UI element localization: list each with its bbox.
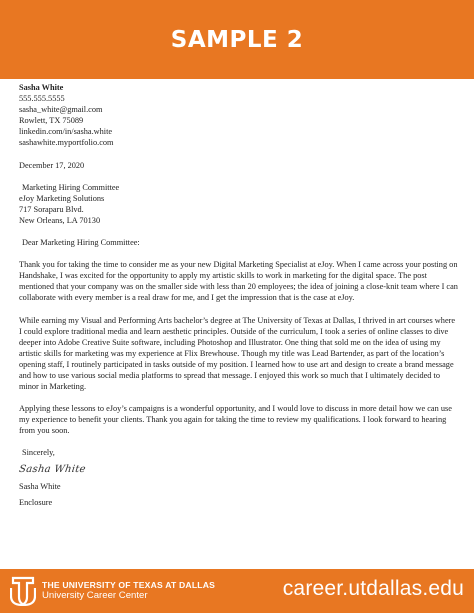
recipient-line-2: eJoy Marketing Solutions — [19, 193, 105, 203]
sender-portfolio: sashawhite.myportfolio.com — [19, 138, 114, 148]
sample-title: SAMPLE 2 — [170, 26, 304, 53]
footer-website-link[interactable]: career.utdallas.edu — [282, 577, 464, 600]
body-paragraph-1: Thank you for taking the time to consider me as your new Digital Marketing Specialist at eJoy. When I came across your posting on Handshake, I was excited for the opportunity to apply my artistic skills to work in marketing for the digital space. The post mentioned that your company was on the smaller side with less than 20 employees; the idea of joining a close-knit team where I can collaborate with every member is a real draw for me, and I get the impression that is the case at eJoy. — [19, 260, 458, 303]
enclosure-note: Enclosure — [19, 497, 53, 507]
sender-linkedin: linkedin.com/in/sasha.white — [19, 127, 113, 137]
footer-institution — [42, 580, 215, 602]
salutation: Dear Marketing Hiring Committee: — [22, 238, 140, 248]
sender-name: Sasha White — [19, 83, 64, 92]
footer-center: University Career Center — [42, 590, 148, 601]
footer-bar — [0, 569, 474, 613]
body-paragraph-3: Applying these lessons to eJoy’s campaigns is a wonderful opportunity, and I would love to discuss in more detail how we can use my experience to benefit your clients. Thank you again for taking the time to review my qualifications. I look forward to hearing from you soon. — [19, 404, 452, 436]
recipient-line-4: New Orleans, LA 70130 — [19, 215, 101, 225]
signer-name: Sasha White — [19, 481, 61, 491]
letter-date: December 17, 2020 — [19, 160, 85, 170]
header-banner — [0, 0, 474, 79]
footer-university: THE UNIVERSITY OF TEXAS AT DALLAS — [42, 580, 216, 590]
body-paragraph-2: While earning my Visual and Performing Arts bachelor’s degree at The University of Texas at Dallas, I thrived in art courses where I could explore traditional media and learn aesthetic principles. Outside of the curriculum, I took a series of online classes to dive deeper into Adobe Creative Suite software, including Photoshop and Illustrator. One thing that sold me on the idea of using my artistic skills for marketing was my experience at Flix Brewhouse. Though my title was Lead Bartender, as part of the location’s opening staff, I routinely participated in tasks outside of my position. I learned how to use art and design to create a brand message and how to use various social media platforms to spread that message. I enjoyed this work so much that I ultimately decided to minor in Marketing. — [19, 315, 456, 392]
sender-email: sasha_white@gmail.com — [19, 105, 103, 115]
sender-location: Rowlett, TX 75089 — [19, 116, 84, 126]
recipient-line-1: Marketing Hiring Committee — [22, 182, 120, 192]
cover-letter — [19, 82, 459, 508]
utd-logo-icon — [8, 576, 38, 606]
handwritten-signature: Sasha White — [18, 463, 87, 475]
closing: Sincerely, — [22, 448, 55, 458]
recipient-line-3: 717 Soraparu Blvd. — [19, 204, 84, 214]
sender-phone: 555.555.5555 — [19, 94, 65, 104]
